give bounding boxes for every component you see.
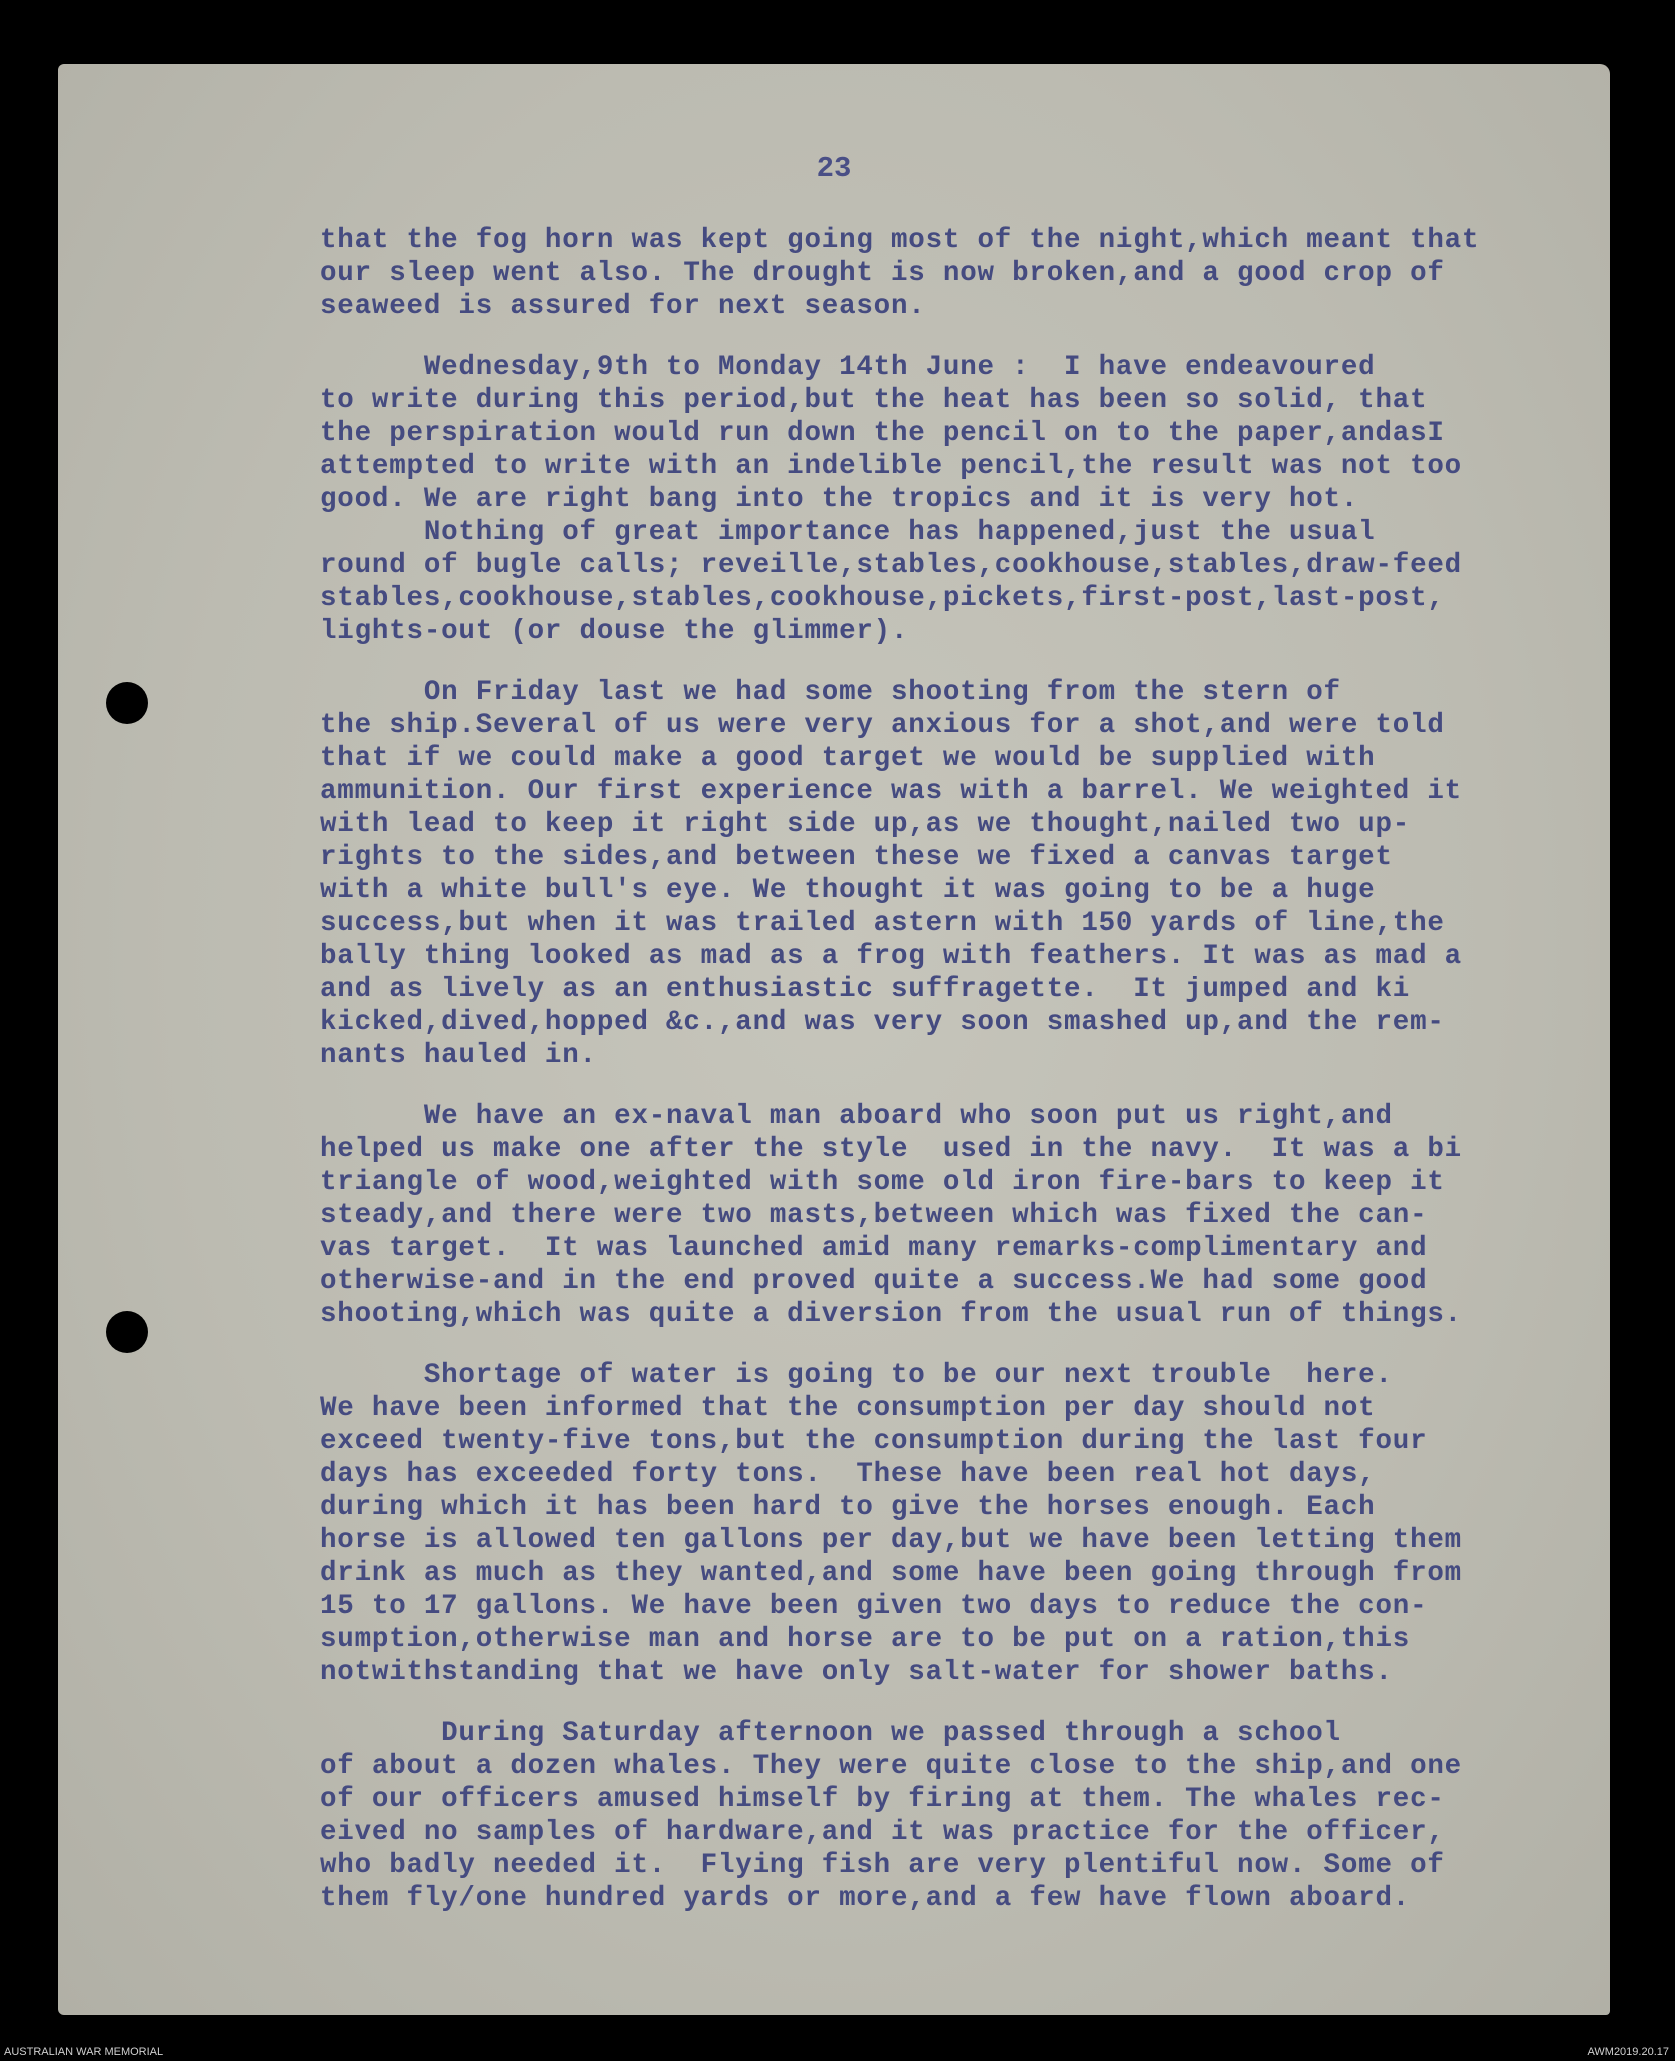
- text-line: steady,and there were two masts,between which was fixed the can-: [320, 1200, 1428, 1231]
- document-page: [58, 64, 1610, 2015]
- paragraph: [320, 1100, 1610, 1331]
- typed-text-body: [320, 224, 1610, 1915]
- paragraph: [320, 1717, 1610, 1915]
- page-number: 23: [816, 152, 852, 185]
- text-line: Nothing of great importance has happened,just the usual: [320, 517, 1376, 548]
- text-line: the perspiration would run down the pencil on to the paper,andasI: [320, 418, 1445, 449]
- text-line: Shortage of water is going to be our next trouble here.: [320, 1360, 1393, 1391]
- text-line: who badly needed it. Flying fish are very plentiful now. Some of: [320, 1850, 1445, 1881]
- text-line: sumption,otherwise man and horse are to be put on a ration,this: [320, 1624, 1411, 1655]
- text-line: stables,cookhouse,stables,cookhouse,pickets,first-post,last-post,: [320, 583, 1445, 614]
- text-line: attempted to write with an indelible pencil,the result was not too: [320, 451, 1462, 482]
- text-line: horse is allowed ten gallons per day,but we have been letting them: [320, 1525, 1462, 1556]
- text-line: notwithstanding that we have only salt-water for shower baths.: [320, 1657, 1393, 1688]
- text-line: lights-out (or douse the glimmer).: [320, 616, 909, 647]
- paragraph-gap: [320, 1689, 1610, 1717]
- punch-hole: [106, 682, 148, 724]
- text-line: 15 to 17 gallons. We have been given two days to reduce the con-: [320, 1591, 1428, 1622]
- paragraph-gap: [320, 1072, 1610, 1100]
- paragraph: [320, 351, 1610, 648]
- text-line: during which it has been hard to give the horses enough. Each: [320, 1492, 1376, 1523]
- text-line: the ship.Several of us were very anxious for a shot,and were told: [320, 710, 1445, 741]
- text-line: helped us make one after the style used in the navy. It was a bi: [320, 1134, 1462, 1165]
- text-line: that the fog horn was kept going most of the night,which meant that: [320, 225, 1480, 256]
- text-line: drink as much as they wanted,and some have been going through from: [320, 1558, 1462, 1589]
- text-line: We have been informed that the consumption per day should not: [320, 1393, 1376, 1424]
- text-line: Wednesday,9th to Monday 14th June : I have endeavoured: [320, 352, 1376, 383]
- text-line: and as lively as an enthusiastic suffragette. It jumped and ki: [320, 974, 1411, 1005]
- text-line: good. We are right bang into the tropics and it is very hot.: [320, 484, 1359, 515]
- paragraph: [320, 676, 1610, 1072]
- text-line: success,but when it was trailed astern with 150 yards of line,the: [320, 908, 1445, 939]
- text-line: seaweed is assured for next season.: [320, 291, 926, 322]
- footer-catalogue-number: AWM2019.20.17: [1587, 2046, 1669, 2058]
- text-line: that if we could make a good target we would be supplied with: [320, 743, 1376, 774]
- text-line: vas target. It was launched amid many remarks-complimentary and: [320, 1233, 1428, 1264]
- paragraph-gap: [320, 323, 1610, 351]
- paragraph: [320, 1359, 1610, 1689]
- text-line: On Friday last we had some shooting from the stern of: [320, 677, 1341, 708]
- text-line: shooting,which was quite a diversion from the usual run of things.: [320, 1299, 1462, 1330]
- text-line: to write during this period,but the heat has been so solid, that: [320, 385, 1428, 416]
- text-line: them fly/one hundred yards or more,and a few have flown aboard.: [320, 1883, 1411, 1914]
- text-line: otherwise-and in the end proved quite a success.We had some good: [320, 1266, 1428, 1297]
- footer-institution: AUSTRALIAN WAR MEMORIAL: [4, 2046, 164, 2058]
- text-line: exceed twenty-five tons,but the consumption during the last four: [320, 1426, 1428, 1457]
- text-line: round of bugle calls; reveille,stables,cookhouse,stables,draw-feed: [320, 550, 1462, 581]
- text-line: bally thing looked as mad as a frog with feathers. It was as mad a: [320, 941, 1462, 972]
- text-line: of our officers amused himself by firing at them. The whales rec-: [320, 1784, 1445, 1815]
- text-line: During Saturday afternoon we passed through a school: [320, 1718, 1341, 1749]
- text-line: with lead to keep it right side up,as we thought,nailed two up-: [320, 809, 1411, 840]
- text-line: of about a dozen whales. They were quite close to the ship,and one: [320, 1751, 1462, 1782]
- paragraph-gap: [320, 1331, 1610, 1359]
- text-line: We have an ex-naval man aboard who soon put us right,and: [320, 1101, 1393, 1132]
- text-line: triangle of wood,weighted with some old iron fire-bars to keep it: [320, 1167, 1445, 1198]
- text-line: nants hauled in.: [320, 1040, 597, 1071]
- paragraph-gap: [320, 648, 1610, 676]
- text-line: eived no samples of hardware,and it was practice for the officer,: [320, 1817, 1445, 1848]
- paragraph: [320, 224, 1610, 323]
- text-line: ammunition. Our first experience was with a barrel. We weighted it: [320, 776, 1462, 807]
- text-line: days has exceeded forty tons. These have been real hot days,: [320, 1459, 1376, 1490]
- text-line: kicked,dived,hopped &c.,and was very soon smashed up,and the rem-: [320, 1007, 1445, 1038]
- text-line: with a white bull's eye. We thought it was going to be a huge: [320, 875, 1376, 906]
- text-line: rights to the sides,and between these we fixed a canvas target: [320, 842, 1393, 873]
- text-line: our sleep went also. The drought is now broken,and a good crop of: [320, 258, 1445, 289]
- punch-hole: [106, 1311, 148, 1353]
